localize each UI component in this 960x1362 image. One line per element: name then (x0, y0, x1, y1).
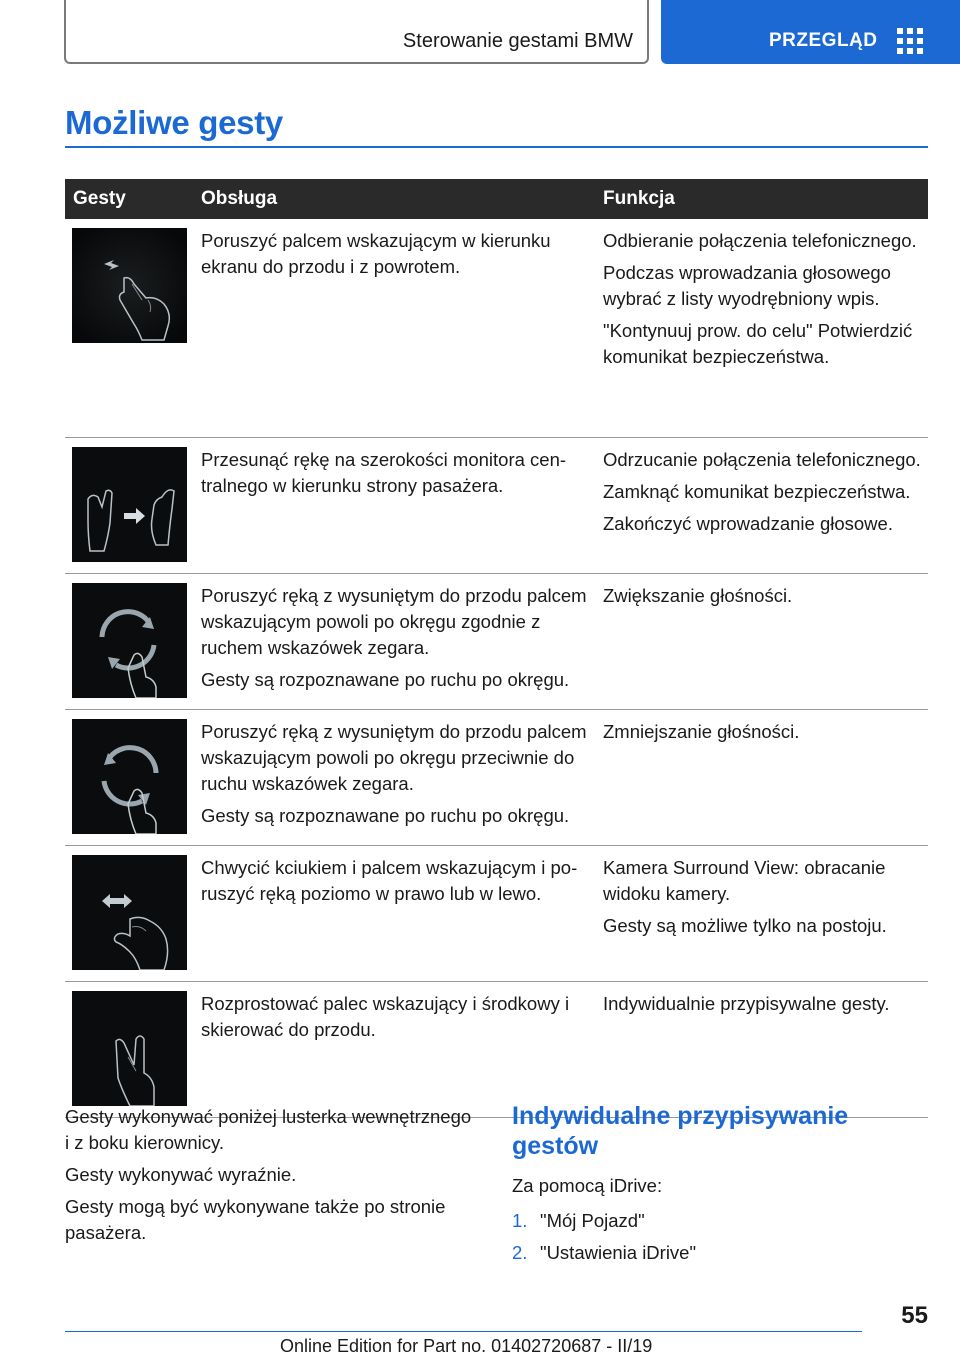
gesture-circle-counterclockwise-image (72, 719, 187, 834)
table-row (65, 846, 928, 982)
function-text: Odrzucanie połączenia telefonicznego. (603, 449, 921, 470)
grid-icon (897, 28, 923, 54)
function-text: Kamera Surround View: obracanie widoku kamery. (603, 857, 886, 904)
operation-text: Poruszyć palcem wskazującym w kierunku ekranu do przodu i z powrotem. (201, 230, 551, 277)
header-gestures: Gesty (73, 188, 126, 209)
operation-text: Gesty są rozpoznawane po ruchu po okręgu. (201, 805, 570, 826)
table-row (65, 438, 928, 574)
header-function: Funkcja (603, 188, 675, 209)
header-operation: Obsługa (201, 188, 278, 209)
gesture-finger-forward-back-image (72, 228, 187, 343)
overview-nav-button[interactable] (661, 0, 960, 64)
function-text: Podczas wprowadzania głosowego wybrać z listy wyodrębniony wpis. (603, 262, 891, 309)
step-text: "Ustawienia iDrive" (540, 1242, 697, 1263)
function-text: Gesty są możliwe tylko na postoju. (603, 915, 887, 936)
operation-text: Poruszyć ręką z wysuniętym do przodu palcem wskazującym powoli po okręgu zgodnie z ruchem wskazówek zegara. (201, 585, 587, 658)
function-text: Odbieranie połączenia telefonicznego. (603, 230, 917, 251)
table-row (65, 982, 928, 1118)
function-text: Zmniejszanie głośności. (603, 721, 800, 742)
note-text: Gesty wykonywać poniżej lusterka wewnętrznego i z boku kierownicy. (65, 1106, 472, 1153)
page-title: Możliwe gesty (65, 104, 283, 141)
notes-column (65, 1104, 475, 1252)
note-text: Gesty mogą być wykonywane także po stronie pasażera. (65, 1196, 446, 1243)
table-row (65, 574, 928, 710)
gesture-hand-swipe-image (72, 447, 187, 562)
footer-divider (65, 1331, 862, 1332)
function-text: "Kontynuuj prow. do celu" Potwierdzić komunikat bezpieczeństwa. (603, 320, 913, 367)
function-text: Zakończyć wprowadzanie głosowe. (603, 513, 893, 534)
gesture-table (65, 179, 928, 1118)
list-item (512, 1208, 928, 1234)
operation-text: Gesty są rozpoznawane po ruchu po okręgu. (201, 669, 570, 690)
list-item (512, 1240, 928, 1266)
note-text: Gesty wykonywać wyraźnie. (65, 1164, 297, 1185)
operation-text: Przesunąć rękę na szerokości monitora centralnego w kierunku strony pasażera. (201, 449, 567, 496)
section-intro: Za pomocą iDrive: (512, 1175, 663, 1196)
operation-text: Poruszyć ręką z wysuniętym do przodu palcem wskazującym powoli po okręgu przeciwnie do ruchu wskazówek zegara. (201, 721, 587, 794)
header-section-tab (64, 0, 649, 64)
gesture-circle-clockwise-image (72, 583, 187, 698)
page-number: 55 (901, 1302, 928, 1329)
table-row (65, 710, 928, 846)
section-title: Indywidualne przypisywanie gestów (512, 1102, 849, 1160)
title-divider (65, 146, 928, 148)
steps-list (512, 1208, 928, 1266)
function-text: Zwiększanie głośności. (603, 585, 793, 606)
step-text: "Mój Pojazd" (540, 1210, 645, 1231)
edition-text: Online Edition for Part no. 01402720687 - II/19 (280, 1336, 653, 1356)
operation-text: Chwycić kciukiem i palcem wskazującym i poruszyć ręką poziomo w prawo lub w lewo. (201, 857, 578, 904)
gesture-pinch-move-image (72, 855, 187, 970)
step-number: 1. (512, 1210, 528, 1231)
table-header (65, 179, 928, 219)
header-section-title: Sterowanie gestami BMW (402, 30, 633, 52)
step-number: 2. (512, 1242, 528, 1263)
overview-nav-label: PRZEGLĄD (769, 30, 878, 51)
operation-text: Rozprostować palec wskazujący i środkowy i skierować do przodu. (201, 993, 570, 1040)
table-row (65, 219, 928, 438)
custom-gestures-section (512, 1101, 928, 1272)
function-text: Zamknąć komunikat bezpieczeństwa. (603, 481, 911, 502)
gesture-two-fingers-image (72, 991, 187, 1106)
function-text: Indywidualnie przypisywalne gesty. (603, 993, 890, 1014)
